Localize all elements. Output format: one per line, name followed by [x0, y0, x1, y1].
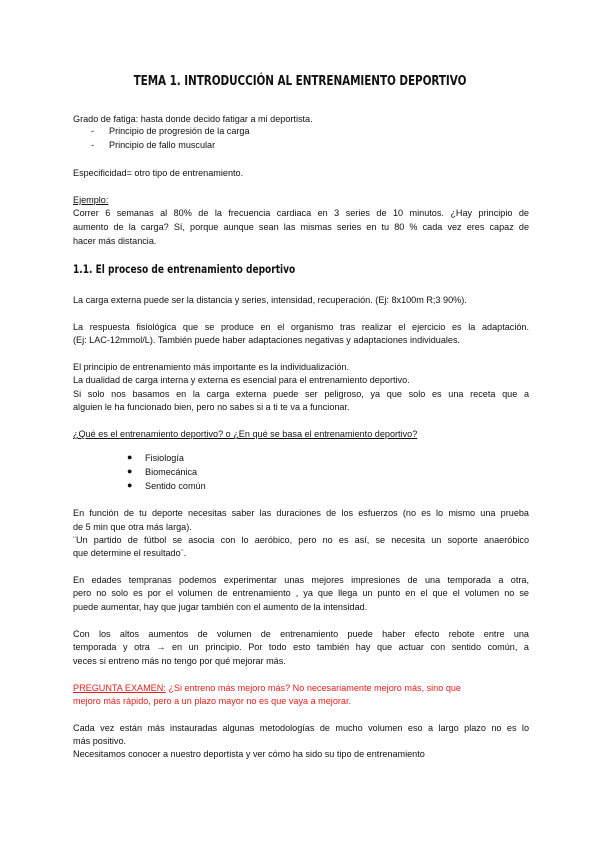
respuesta-line: La respuesta fisiológica que se produce en el organismo tras realizar el ejercicio es la adaptación.	[73, 322, 529, 332]
pregunta-examen-label: PREGUNTA EXAMEN:	[73, 683, 166, 693]
bullet-dot: ●	[127, 480, 133, 490]
grado-fatiga-text: Grado de fatiga: hasta donde decido fatigar a mi deportista.	[73, 114, 313, 124]
principio-line: La dualidad de carga interna y externa es esencial para el entrenamiento deportivo.	[73, 375, 410, 385]
volumen-line: Con los altos aumentos de volumen de entrenamiento puede haber efecto rebote entre una	[73, 629, 529, 639]
principio-line: alguien le ha funcionado bien, pero no sabes si a ti te va a funcionar.	[73, 402, 350, 412]
ejemplo-line: hacer más distancia.	[73, 236, 157, 246]
bullet-dot: ●	[127, 466, 133, 476]
final-line: Cada vez están más instauradas algunas metodologías de mucho volumen eso a largo plazo no es lo	[73, 723, 529, 733]
final-line: Necesitamos conocer a nuestro deportista y ver cómo ha sido su tipo de entrenamiento	[73, 749, 425, 759]
bullet-item: Fisiología	[145, 453, 184, 463]
ejemplo-line: aumento de la carga? Sí, porque aunque sean las mismas series en tu 80 % cada vez eres capaz de	[73, 222, 529, 232]
edades-line: En edades tempranas podemos experimentar unas mejores impresiones de una temporada a otra,	[73, 575, 529, 585]
question-heading: ¿Qué es el entrenamiento deportivo? o ¿En qué se basa el entrenamiento deportivo?	[73, 429, 418, 439]
pregunta-examen-text: mejoro más rápido, pero a un plazo mayor no es que vaya a mejorar.	[73, 696, 352, 706]
funcion-line: ¨Un partido de fútbol se asocia con lo aeróbico, pero no es así, se necesita un soporte anaeróbico	[73, 535, 529, 545]
dash-item: Principio de progresión de la carga	[109, 126, 250, 136]
volumen-line: temporada y otra → en un principio. Por todo esto también hay que actuar con sentido común, a	[73, 642, 529, 652]
bullet-item: Sentido común	[145, 481, 206, 491]
carga-externa-text: La carga externa puede ser la distancia y series, intensidad, recuperación. (Ej: 8x100m R;3 90%).	[73, 295, 467, 305]
bullet-dot: ●	[127, 452, 133, 462]
ejemplo-label: Ejemplo:	[73, 195, 109, 205]
dash-bullet: -	[91, 140, 95, 150]
respuesta-line: (Ej: LAC-12mmol/L). También puede haber adaptaciones negativas y adaptaciones individuales.	[73, 335, 461, 345]
bullet-item: Biomecánica	[145, 467, 198, 477]
funcion-line: de 5 min que otra más larga).	[73, 522, 192, 532]
final-line: más positivo.	[73, 736, 127, 746]
section-heading: 1.1. El proceso de entrenamiento deportivo	[73, 262, 296, 276]
page-title: TEMA 1. INTRODUCCIÓN AL ENTRENAMIENTO DEPORTIVO	[133, 74, 467, 89]
edades-line: puede aumentar, hay que jugar también con el aumento de la intensidad.	[73, 602, 368, 612]
dash-bullet: -	[91, 126, 95, 136]
principio-line: Si solo nos basamos en la carga externa puede ser peligroso, ya que solo es una receta que a	[73, 389, 529, 399]
edades-line: pero no solo es por el volumen de entrenamiento , ya que llega un punto en el que el volumen no se	[73, 588, 529, 598]
volumen-line: veces si entreno más no tengo por qué mejorar más.	[73, 656, 286, 666]
dash-item: Principio de fallo muscular	[109, 140, 216, 150]
especificidad-text: Especificidad= otro tipo de entrenamiento.	[73, 168, 244, 178]
ejemplo-line: Correr 6 semanas al 80% de la frecuencia cardiaca en 3 series de 10 minutos. ¿Hay principio de	[73, 208, 529, 218]
principio-line: El principio de entrenamiento más importante es la individualización.	[73, 362, 349, 372]
funcion-line: En función de tu deporte necesitas saber las duraciones de los esfuerzos (no es lo mismo una prueba	[73, 508, 529, 518]
pregunta-examen-text: ¿Si entreno más mejoro más? No necesariamente mejoro más, sino que	[165, 683, 461, 693]
funcion-line: que determine el resultado¨.	[73, 548, 187, 558]
